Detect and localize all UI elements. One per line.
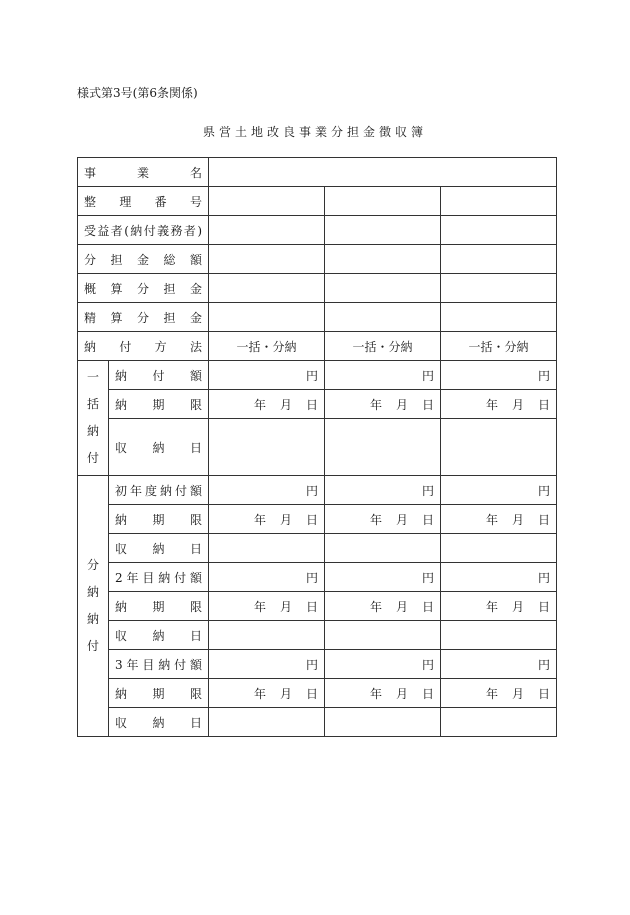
day-unit: 日 — [422, 599, 435, 614]
yen-unit: 円 — [422, 368, 435, 383]
year-unit: 年 — [369, 397, 382, 412]
ledger-table — [77, 157, 557, 737]
method-option[interactable]: 一括・分納 — [209, 332, 325, 361]
month-unit: 月 — [395, 512, 408, 527]
year-unit: 年 — [485, 599, 498, 614]
row-label: 分担金総額 — [78, 245, 209, 274]
table-row — [78, 216, 557, 245]
entry-cell[interactable] — [209, 679, 325, 708]
entry-cell[interactable] — [325, 245, 441, 274]
entry-cell[interactable] — [209, 563, 325, 592]
yen-unit: 円 — [422, 657, 435, 672]
month-unit: 月 — [279, 686, 292, 701]
day-unit: 日 — [306, 397, 319, 412]
entry-cell[interactable] — [325, 390, 441, 419]
day-unit: 日 — [538, 686, 551, 701]
table-row — [78, 650, 557, 679]
entry-cell[interactable] — [209, 476, 325, 505]
yen-unit: 円 — [306, 483, 319, 498]
entry-cell[interactable] — [209, 592, 325, 621]
entry-cell[interactable] — [441, 216, 557, 245]
table-row — [78, 708, 557, 737]
row-label: 納期限 — [109, 679, 209, 708]
month-unit: 月 — [512, 512, 525, 527]
entry-cell[interactable] — [441, 303, 557, 332]
row-label: 収納日 — [109, 419, 209, 476]
entry-cell[interactable] — [441, 534, 557, 563]
side-label-char: 分 — [86, 558, 99, 572]
row-label: 2年目納付額 — [109, 563, 209, 592]
entry-cell[interactable] — [325, 303, 441, 332]
month-unit: 月 — [395, 686, 408, 701]
year-unit: 年 — [253, 599, 266, 614]
entry-cell[interactable] — [209, 158, 557, 187]
day-unit: 日 — [306, 512, 319, 527]
row-label: 収納日 — [109, 534, 209, 563]
table-row — [78, 158, 557, 187]
yen-unit: 円 — [538, 483, 551, 498]
month-unit: 月 — [279, 512, 292, 527]
entry-cell[interactable] — [209, 505, 325, 534]
row-label: 収納日 — [109, 708, 209, 737]
row-label: 収納日 — [109, 621, 209, 650]
entry-cell[interactable] — [325, 419, 441, 476]
entry-cell[interactable] — [441, 563, 557, 592]
year-unit: 年 — [485, 512, 498, 527]
entry-cell[interactable] — [441, 361, 557, 390]
year-unit: 年 — [485, 397, 498, 412]
entry-cell[interactable] — [325, 679, 441, 708]
entry-cell[interactable] — [325, 216, 441, 245]
entry-cell[interactable] — [209, 216, 325, 245]
row-label: 納期限 — [109, 505, 209, 534]
ledger-title: 県営土地改良事業分担金徴収簿 — [202, 125, 427, 139]
yen-unit: 円 — [422, 483, 435, 498]
table-row — [78, 361, 557, 390]
row-label: 3年目納付額 — [109, 650, 209, 679]
table-row — [78, 505, 557, 534]
year-unit: 年 — [253, 512, 266, 527]
entry-cell[interactable] — [441, 679, 557, 708]
form-number: 様式第3号(第6条関係) — [77, 86, 198, 100]
row-label: 初年度納付額 — [109, 476, 209, 505]
day-unit: 日 — [422, 512, 435, 527]
year-unit: 年 — [485, 686, 498, 701]
entry-cell[interactable] — [209, 187, 325, 216]
entry-cell[interactable] — [209, 708, 325, 737]
side-label-char: 納 — [86, 612, 99, 626]
entry-cell[interactable] — [441, 505, 557, 534]
row-label: 納付方法 — [78, 332, 209, 361]
entry-cell[interactable] — [209, 245, 325, 274]
entry-cell[interactable] — [209, 274, 325, 303]
entry-cell[interactable] — [441, 187, 557, 216]
table-row — [78, 274, 557, 303]
entry-cell[interactable] — [325, 621, 441, 650]
table-row — [78, 419, 557, 476]
side-label-char: 括 — [86, 397, 99, 411]
side-label-char: 付 — [86, 639, 99, 653]
lump_sum-side-label — [78, 361, 109, 476]
entry-cell[interactable] — [441, 476, 557, 505]
month-unit: 月 — [395, 599, 408, 614]
entry-cell[interactable] — [441, 650, 557, 679]
table-row — [78, 592, 557, 621]
day-unit: 日 — [422, 397, 435, 412]
month-unit: 月 — [279, 599, 292, 614]
row-label: 概算分担金 — [78, 274, 209, 303]
year-unit: 年 — [369, 686, 382, 701]
side-label-char: 納 — [86, 585, 99, 599]
year-unit: 年 — [253, 397, 266, 412]
entry-cell[interactable] — [441, 708, 557, 737]
row-label: 受益者(納付義務者) — [78, 216, 209, 245]
entry-cell[interactable] — [325, 505, 441, 534]
yen-unit: 円 — [538, 570, 551, 585]
row-label: 整理番号 — [78, 187, 209, 216]
method-option[interactable]: 一括・分納 — [441, 332, 557, 361]
day-unit: 日 — [306, 599, 319, 614]
year-unit: 年 — [369, 512, 382, 527]
entry-cell[interactable] — [209, 303, 325, 332]
side-label-char: 納 — [86, 424, 99, 438]
entry-cell[interactable] — [325, 708, 441, 737]
yen-unit: 円 — [538, 368, 551, 383]
month-unit: 月 — [395, 397, 408, 412]
year-unit: 年 — [253, 686, 266, 701]
table-row — [78, 390, 557, 419]
yen-unit: 円 — [306, 368, 319, 383]
table-row — [78, 332, 557, 361]
day-unit: 日 — [538, 397, 551, 412]
yen-unit: 円 — [306, 657, 319, 672]
entry-cell[interactable] — [441, 390, 557, 419]
day-unit: 日 — [306, 686, 319, 701]
month-unit: 月 — [512, 686, 525, 701]
table-row — [78, 563, 557, 592]
entry-cell[interactable] — [441, 419, 557, 476]
table-row — [78, 476, 557, 505]
year-unit: 年 — [369, 599, 382, 614]
entry-cell[interactable] — [209, 650, 325, 679]
day-unit: 日 — [538, 512, 551, 527]
row-label: 精算分担金 — [78, 303, 209, 332]
entry-cell[interactable] — [325, 563, 441, 592]
entry-cell[interactable] — [209, 534, 325, 563]
row-label: 納期限 — [109, 592, 209, 621]
entry-cell[interactable] — [441, 245, 557, 274]
yen-unit: 円 — [306, 570, 319, 585]
month-unit: 月 — [512, 397, 525, 412]
entry-cell[interactable] — [325, 361, 441, 390]
entry-cell[interactable] — [209, 390, 325, 419]
entry-cell[interactable] — [325, 476, 441, 505]
yen-unit: 円 — [422, 570, 435, 585]
table-row — [78, 303, 557, 332]
table-row — [78, 187, 557, 216]
yen-unit: 円 — [538, 657, 551, 672]
row-label: 納付額 — [109, 361, 209, 390]
month-unit: 月 — [279, 397, 292, 412]
installment-side-label — [78, 476, 109, 737]
row-label: 事業名 — [78, 158, 209, 187]
table-row — [78, 621, 557, 650]
entry-cell[interactable] — [325, 592, 441, 621]
entry-cell[interactable] — [325, 534, 441, 563]
table-row — [78, 534, 557, 563]
entry-cell[interactable] — [325, 650, 441, 679]
entry-cell[interactable] — [441, 274, 557, 303]
entry-cell[interactable] — [209, 419, 325, 476]
day-unit: 日 — [538, 599, 551, 614]
table-row — [78, 679, 557, 708]
entry-cell[interactable] — [209, 621, 325, 650]
entry-cell[interactable] — [325, 274, 441, 303]
table-row — [78, 245, 557, 274]
side-label-char: 一 — [86, 370, 99, 384]
day-unit: 日 — [422, 686, 435, 701]
entry-cell[interactable] — [441, 621, 557, 650]
month-unit: 月 — [512, 599, 525, 614]
side-label-char: 付 — [86, 451, 99, 465]
method-option[interactable]: 一括・分納 — [325, 332, 441, 361]
entry-cell[interactable] — [325, 187, 441, 216]
entry-cell[interactable] — [209, 361, 325, 390]
row-label: 納期限 — [109, 390, 209, 419]
entry-cell[interactable] — [441, 592, 557, 621]
